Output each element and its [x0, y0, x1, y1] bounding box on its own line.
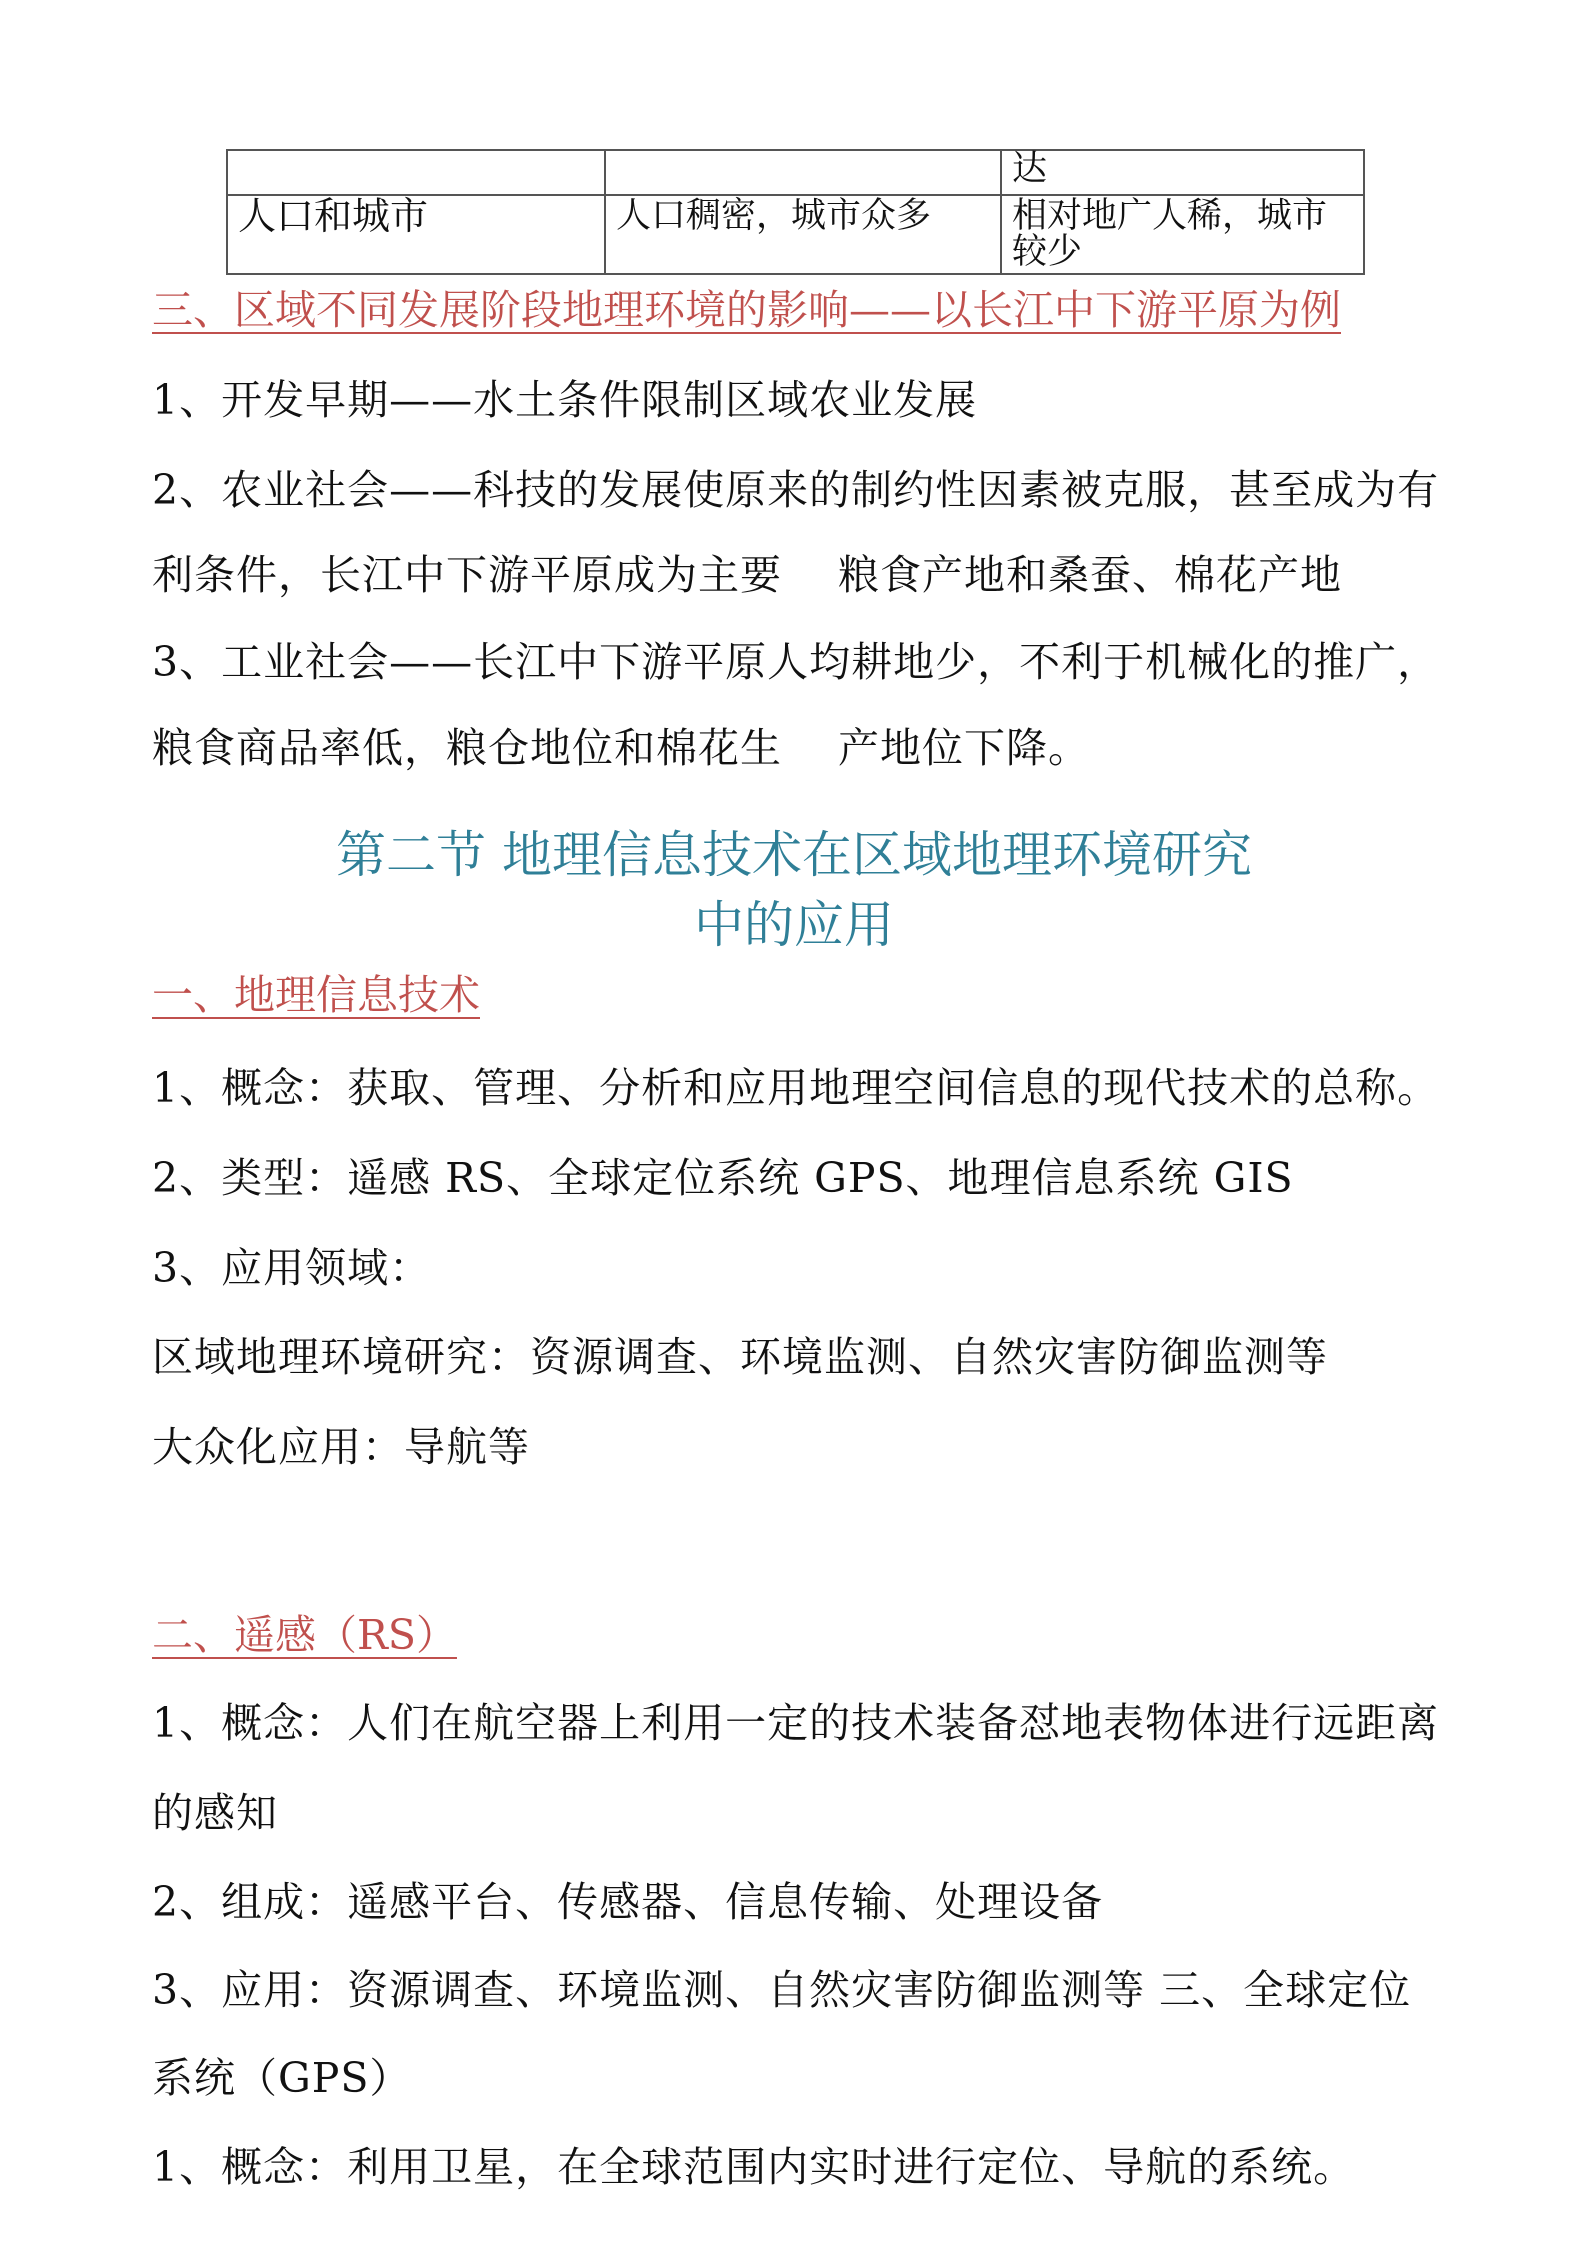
paragraph-line: 2、农业社会——科技的发展使原来的制约性因素被克服，甚至成为有 [152, 466, 1440, 514]
paragraph-line: 3、工业社会——长江中下游平原人均耕地少，不利于机械化的推广， [152, 638, 1440, 686]
paragraph-line: 3、应用：资源调查、环境监测、自然灾害防御监测等 三、全球定位 [152, 1966, 1412, 2014]
table-row [227, 195, 1364, 274]
paragraph-line: 大众化应用：导航等 [152, 1423, 530, 1471]
comparison-table [226, 149, 1365, 275]
section-heading: 二、遥感（RS） [152, 1611, 457, 1659]
table-cell: 相对地广人稀，城市较少 [1001, 195, 1364, 274]
chapter-title: 第二节 地理信息技术在区域地理环境研究 [336, 826, 1252, 884]
paragraph-line: 2、类型：遥感 RS、全球定位系统 GPS、地理信息系统 GIS [152, 1154, 1294, 1202]
paragraph-line: 的感知 [152, 1789, 278, 1837]
paragraph-line: 利条件，长江中下游平原成为主要 粮食产地和桑蚕、棉花产地 [152, 551, 1343, 599]
paragraph-line: 1、概念：获取、管理、分析和应用地理空间信息的现代技术的总称。 [152, 1064, 1440, 1112]
paragraph-line: 系统（GPS） [152, 2054, 412, 2102]
paragraph-line: 3、应用领域： [152, 1244, 432, 1292]
section-heading: 一、地理信息技术 [152, 971, 480, 1019]
table-cell: 人口稠密，城市众多 [605, 195, 1001, 274]
section-heading: 三、区域不同发展阶段地理环境的影响——以长江中下游平原为例 [152, 286, 1341, 334]
paragraph-line: 粮食商品率低，粮仓地位和棉花生 产地位下降。 [152, 724, 1091, 772]
table-cell: 达 [1001, 150, 1364, 195]
table-cell-label: 人口和城市 [227, 195, 605, 274]
table-cell [227, 150, 605, 195]
table-row [227, 150, 1364, 195]
paragraph-line: 1、概念：人们在航空器上利用一定的技术装备怼地表物体进行远距离 [152, 1699, 1440, 1747]
chapter-title-continued: 中的应用 [694, 896, 894, 954]
table-cell [605, 150, 1001, 195]
paragraph-line: 2、组成：遥感平台、传感器、信息传输、处理设备 [152, 1878, 1104, 1926]
paragraph-line: 1、开发早期——水土条件限制区域农业发展 [152, 376, 978, 424]
paragraph-line: 区域地理环境研究：资源调查、环境监测、自然灾害防御监测等 [152, 1333, 1328, 1381]
paragraph-line: 1、概念：利用卫星，在全球范围内实时进行定位、导航的系统。 [152, 2143, 1356, 2191]
